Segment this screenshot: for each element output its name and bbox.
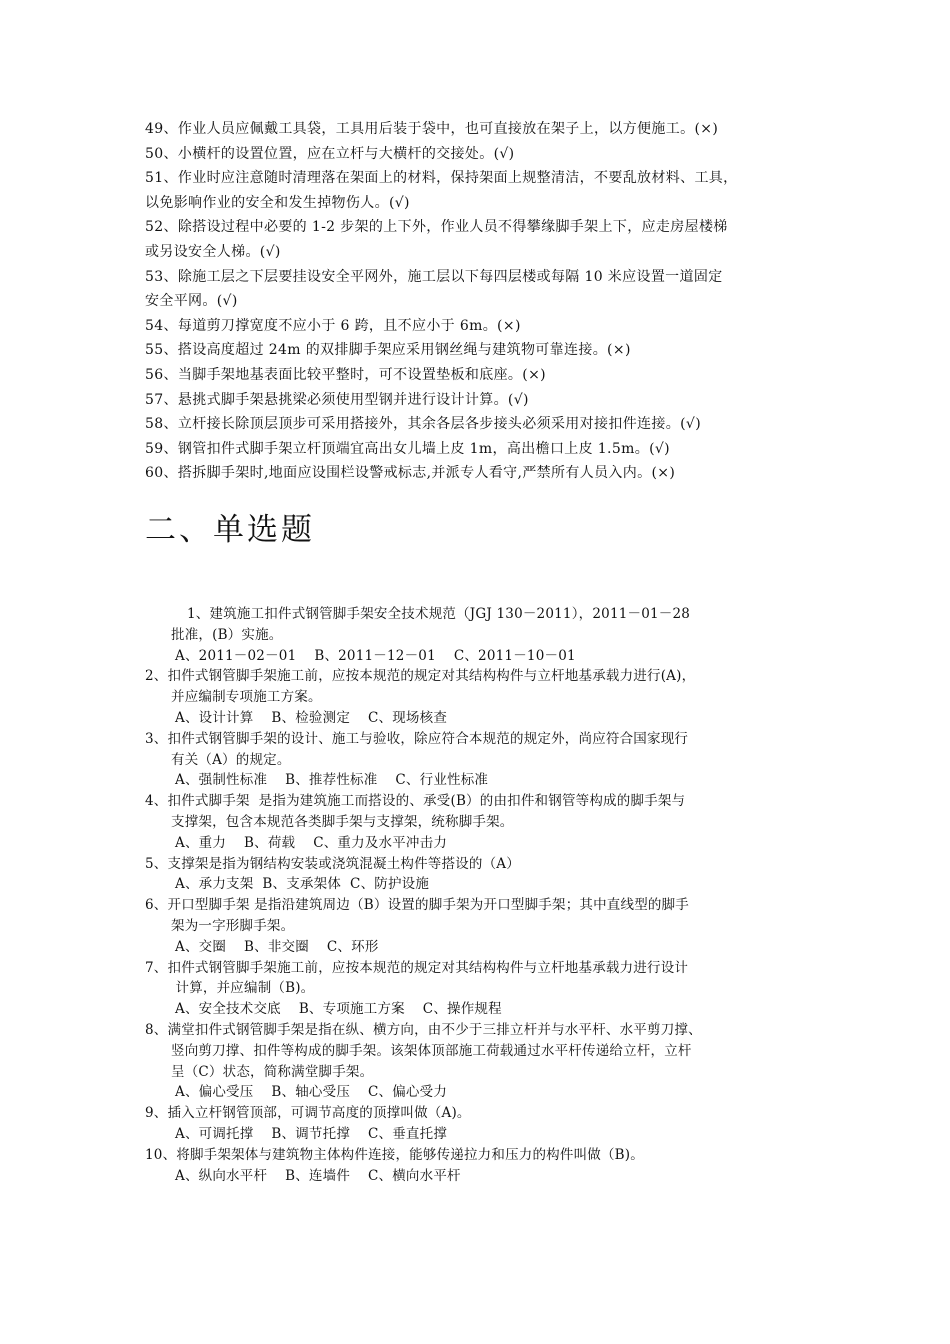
tf-item-59: 59、钢管扣件式脚手架立杆顶端宜高出女儿墙上皮 1m，高出檐口上皮 1.5m。(√) — [145, 440, 670, 457]
tf-item-58: 58、立杆接长除顶层顶步可采用搭接外，其余各层各步接头必须采用对接扣件连接。(√) — [145, 416, 702, 433]
tf-item-53: 53、除施工层之下层要挂设安全平网外，施工层以下每四层楼或每隔 10 米应设置一道固定 — [145, 268, 723, 285]
tf-item-56: 56、当脚手架地基表面比较平整时，可不设置垫板和底座。(×) — [145, 366, 546, 383]
section-heading: 二、单选题 — [145, 512, 315, 548]
question-7-cont: 计算，并应编制（B)。 — [171, 980, 315, 997]
question-6-cont: 架为一字形脚手架。 — [171, 917, 295, 934]
question-6-options: A、交圈 B、非交圈 C、环形 — [175, 938, 379, 955]
question-4-cont: 支撑架，包含本规范各类脚手架与支撑架，统称脚手架。 — [171, 813, 514, 830]
question-5: 5、支撑架是指为钢结构安装或浇筑混凝土构件等搭设的（A） — [145, 855, 520, 872]
tf-item-53-cont: 安全平网。(√) — [145, 293, 238, 310]
question-1: 1、建筑施工扣件式钢管脚手架安全技术规范（JGJ 130－2011），2011－01－28 — [187, 606, 691, 622]
question-8: 8、满堂扣件式钢管脚手架是指在纵、横方向，由不少于三排立杆并与水平杆、水平剪刀撑、 — [145, 1021, 702, 1038]
tf-item-52: 52、除搭设过程中必要的 1-2 步架的上下外，作业人员不得攀缘脚手架上下，应走房屋楼梯 — [145, 219, 728, 236]
multiple-choice-list — [145, 604, 825, 1186]
tf-item-55: 55、搭设高度超过 24m 的双排脚手架应采用钢丝绳与建筑物可靠连接。(×) — [145, 342, 631, 359]
question-3-cont: 有关（A）的规定。 — [171, 751, 291, 768]
question-2-options: A、设计计算 B、检验测定 C、现场核查 — [175, 709, 448, 726]
question-8-cont-2: 呈（C）状态，简称满堂脚手架。 — [171, 1063, 374, 1080]
question-5-options: A、承力支架 B、支承架体 C、防护设施 — [175, 876, 430, 893]
question-9-options: A、可调托撑 B、调节托撑 C、垂直托撑 — [175, 1125, 448, 1142]
question-10-options: A、纵向水平杆 B、连墙件 C、横向水平杆 — [175, 1167, 461, 1184]
question-10: 10、将脚手架架体与建筑物主体构件连接，能够传递拉力和压力的构件叫做（B)。 — [145, 1146, 644, 1163]
question-6: 6、开口型脚手架 是指沿建筑周边（B）设置的脚手架为开口型脚手架；其中直线型的脚手 — [145, 897, 689, 914]
question-4: 4、扣件式脚手架 是指为建筑施工而搭设的、承受(B）的由扣件和钢管等构成的脚手架与 — [145, 793, 686, 810]
question-2-cont: 并应编制专项施工方案。 — [171, 689, 322, 706]
tf-item-60: 60、搭拆脚手架时,地面应设围栏设警戒标志,并派专人看守,严禁所有人员入内。(×) — [145, 465, 676, 482]
true-false-list — [145, 117, 815, 486]
question-8-cont: 竖向剪刀撑、扣件等构成的脚手架。该架体顶部施工荷载通过水平杆传递给立杆，立杆 — [171, 1042, 692, 1059]
question-1-options: A、2011－02－01 B、2011－12－01 C、2011－10－01 — [175, 647, 576, 664]
question-3-options: A、强制性标准 B、推荐性标准 C、行业性标准 — [175, 772, 489, 789]
question-3: 3、扣件式钢管脚手架的设计、施工与验收，除应符合本规范的规定外，尚应符合国家现行 — [145, 730, 689, 747]
tf-item-50: 50、小横杆的设置位置，应在立杆与大横杆的交接处。(√) — [145, 145, 515, 162]
tf-item-52-cont: 或另设安全人梯。(√) — [145, 243, 281, 260]
tf-item-54: 54、每道剪刀撑宽度不应小于 6 跨，且不应小于 6m。(×) — [145, 317, 521, 334]
tf-item-49: 49、作业人员应佩戴工具袋，工具用后装于袋中，也可直接放在架子上，以方便施工。(×) — [145, 121, 719, 137]
question-8-options: A、偏心受压 B、轴心受压 C、偏心受力 — [175, 1084, 448, 1101]
question-9: 9、插入立杆钢管顶部，可调节高度的顶撑叫做（A)。 — [145, 1105, 471, 1122]
question-2: 2、扣件式钢管脚手架施工前，应按本规范的规定对其结构构件与立杆地基承载力进行(A)， — [145, 668, 696, 685]
question-7: 7、扣件式钢管脚手架施工前，应按本规范的规定对其结构构件与立杆地基承载力进行设计 — [145, 959, 689, 976]
tf-item-51-cont: 以免影响作业的安全和发生掉物伤人。(√) — [145, 194, 410, 211]
question-1-cont: 批准，(B）实施。 — [171, 626, 283, 643]
tf-item-51: 51、作业时应注意随时清理落在架面上的材料，保持架面上规整清洁，不要乱放材料、工具， — [145, 170, 738, 187]
question-4-options: A、重力 B、荷载 C、重力及水平冲击力 — [175, 834, 448, 851]
tf-item-57: 57、悬挑式脚手架悬挑梁必须使用型钢并进行设计计算。(√) — [145, 391, 529, 408]
question-7-options: A、安全技术交底 B、专项施工方案 C、操作规程 — [175, 1001, 502, 1018]
